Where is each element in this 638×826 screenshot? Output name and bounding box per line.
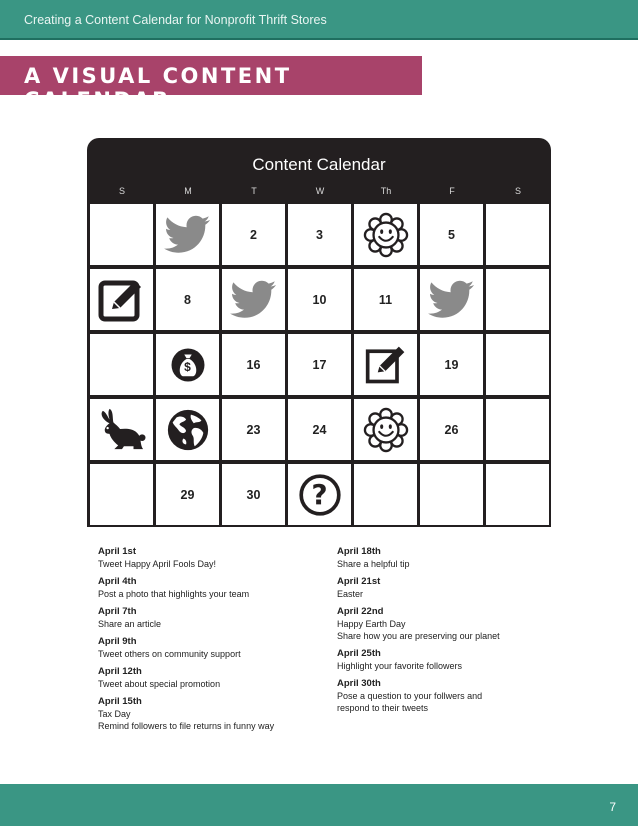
weekday-friday: F [449,186,455,196]
calendar-day-5[interactable] [420,204,483,265]
calendar-day-apr30-icon[interactable] [288,464,351,525]
question-mark: ? [311,477,328,511]
pencil-square-icon [364,343,408,387]
calendar-title: Content Calendar [252,155,386,174]
question-icon [298,473,342,517]
calendar-day-28[interactable] [90,464,153,525]
event-description: Easter [337,589,364,599]
calendar-day-4[interactable] [354,204,417,265]
calendar-day-29[interactable] [156,464,219,525]
day-number: 11 [378,292,393,307]
event-item [98,606,328,630]
event-description: Share how you are preserving our planet [337,631,500,641]
calendar-day-21[interactable] [90,399,153,460]
event-item [98,666,328,690]
event-date: April 25th [337,648,381,659]
event-date: April 15th [98,696,142,707]
event-description: Post a photo that highlights your team [98,589,250,599]
day-number: 30 [246,487,261,502]
event-date: April 30th [337,678,381,689]
event-item [98,696,328,732]
event-item [337,546,567,570]
weekday-saturday: S [514,186,521,196]
calendar-day-20[interactable] [486,334,549,395]
calendar-day-30[interactable] [222,464,285,525]
calendar-day-empty [354,464,417,525]
event-item [337,576,567,600]
weekday-monday: M [184,186,192,196]
section-banner [0,56,422,112]
calendar-day-22[interactable] [156,399,219,460]
calendar-day-26[interactable] [420,399,483,460]
dollar-sign: $ [184,359,191,374]
twitter-bird-icon [164,215,212,255]
calendar-day-19[interactable] [420,334,483,395]
event-date: April 9th [98,636,137,647]
event-date: April 21st [337,576,381,587]
rabbit-icon [97,407,147,453]
header-bar [0,0,638,40]
document-title: Creating a Content Calendar for Nonprofit Thrift Stores [24,13,327,27]
day-number: 5 [448,227,455,242]
calendar-day-27[interactable] [486,399,549,460]
event-description: Share an article [98,619,162,629]
event-description: Pose a question to your follwers and [337,691,483,701]
calendar-day-15[interactable] [156,334,219,395]
calendar-day-1[interactable] [156,204,219,265]
globe-icon [165,407,211,453]
event-item [337,606,567,642]
day-number: 3 [316,227,323,242]
calendar-day-2[interactable] [222,204,285,265]
calendar-day-12[interactable] [420,269,483,330]
twitter-bird-icon [428,280,476,320]
calendar-day-9[interactable] [222,269,285,330]
event-date: April 1st [98,546,137,557]
event-description: Share a helpful tip [337,559,410,569]
event-item [98,636,328,660]
weekday-tuesday: T [251,186,257,196]
section-title: A VISUAL CONTENT CALENDAR [24,64,292,112]
edit-checkbox-icon [98,276,146,324]
smiling-flower-icon [363,407,409,453]
footer-bar [0,784,638,826]
money-bag-icon [170,347,206,383]
twitter-bird-icon [230,280,278,320]
calendar-day-18[interactable] [354,334,417,395]
calendar-day-empty [486,464,549,525]
page-number: 7 [609,800,616,814]
calendar-day-13[interactable] [486,269,549,330]
calendar-day-14[interactable] [90,334,153,395]
event-description: Tweet others on community support [98,649,241,659]
calendar-day-8[interactable] [156,269,219,330]
day-number: 29 [180,487,195,502]
calendar-day-7[interactable] [90,269,153,330]
event-date: April 7th [98,606,137,617]
event-date: April 18th [337,546,381,557]
calendar-day-6[interactable] [486,204,549,265]
day-number: 26 [444,422,459,437]
weekday-wednesday: W [315,186,325,196]
calendar-day-24[interactable] [288,399,351,460]
day-number: 17 [312,357,327,372]
calendar-day-25[interactable] [354,399,417,460]
event-item [337,678,567,714]
weekday-thursday: Th [380,186,392,196]
event-item [98,576,328,600]
day-number: 19 [444,357,459,372]
day-number: 24 [312,422,327,437]
event-description: Happy Earth Day [337,619,406,629]
event-item [337,648,567,672]
day-number: 2 [250,227,257,242]
smiling-flower-icon [363,212,409,258]
calendar-day-10[interactable] [288,269,351,330]
calendar-day-empty [90,204,153,265]
content-calendar [87,138,551,527]
calendar-day-16[interactable] [222,334,285,395]
calendar-day-empty [420,464,483,525]
day-number: 10 [312,292,327,307]
day-number: 8 [184,292,191,307]
event-description: Tweet about special promotion [98,679,221,689]
event-description: Tweet Happy April Fools Day! [98,559,217,569]
event-description: Highlight your favorite followers [337,661,463,671]
day-number: 23 [246,422,261,437]
event-list-right [337,546,567,720]
calendar-day-23[interactable] [222,399,285,460]
calendar-day-17[interactable] [288,334,351,395]
calendar-day-3[interactable] [288,204,351,265]
weekday-sunday: S [118,186,125,196]
event-description: respond to their tweets [337,703,429,713]
event-description: Tax Day [98,709,131,719]
day-number: 16 [246,357,261,372]
event-item [98,546,328,570]
event-date: April 4th [98,576,137,587]
event-date: April 12th [98,666,142,677]
calendar-day-11[interactable] [354,269,417,330]
event-description: Remind followers to file returns in funny way [98,721,275,731]
event-list-left [98,546,328,738]
event-date: April 22nd [337,606,384,617]
